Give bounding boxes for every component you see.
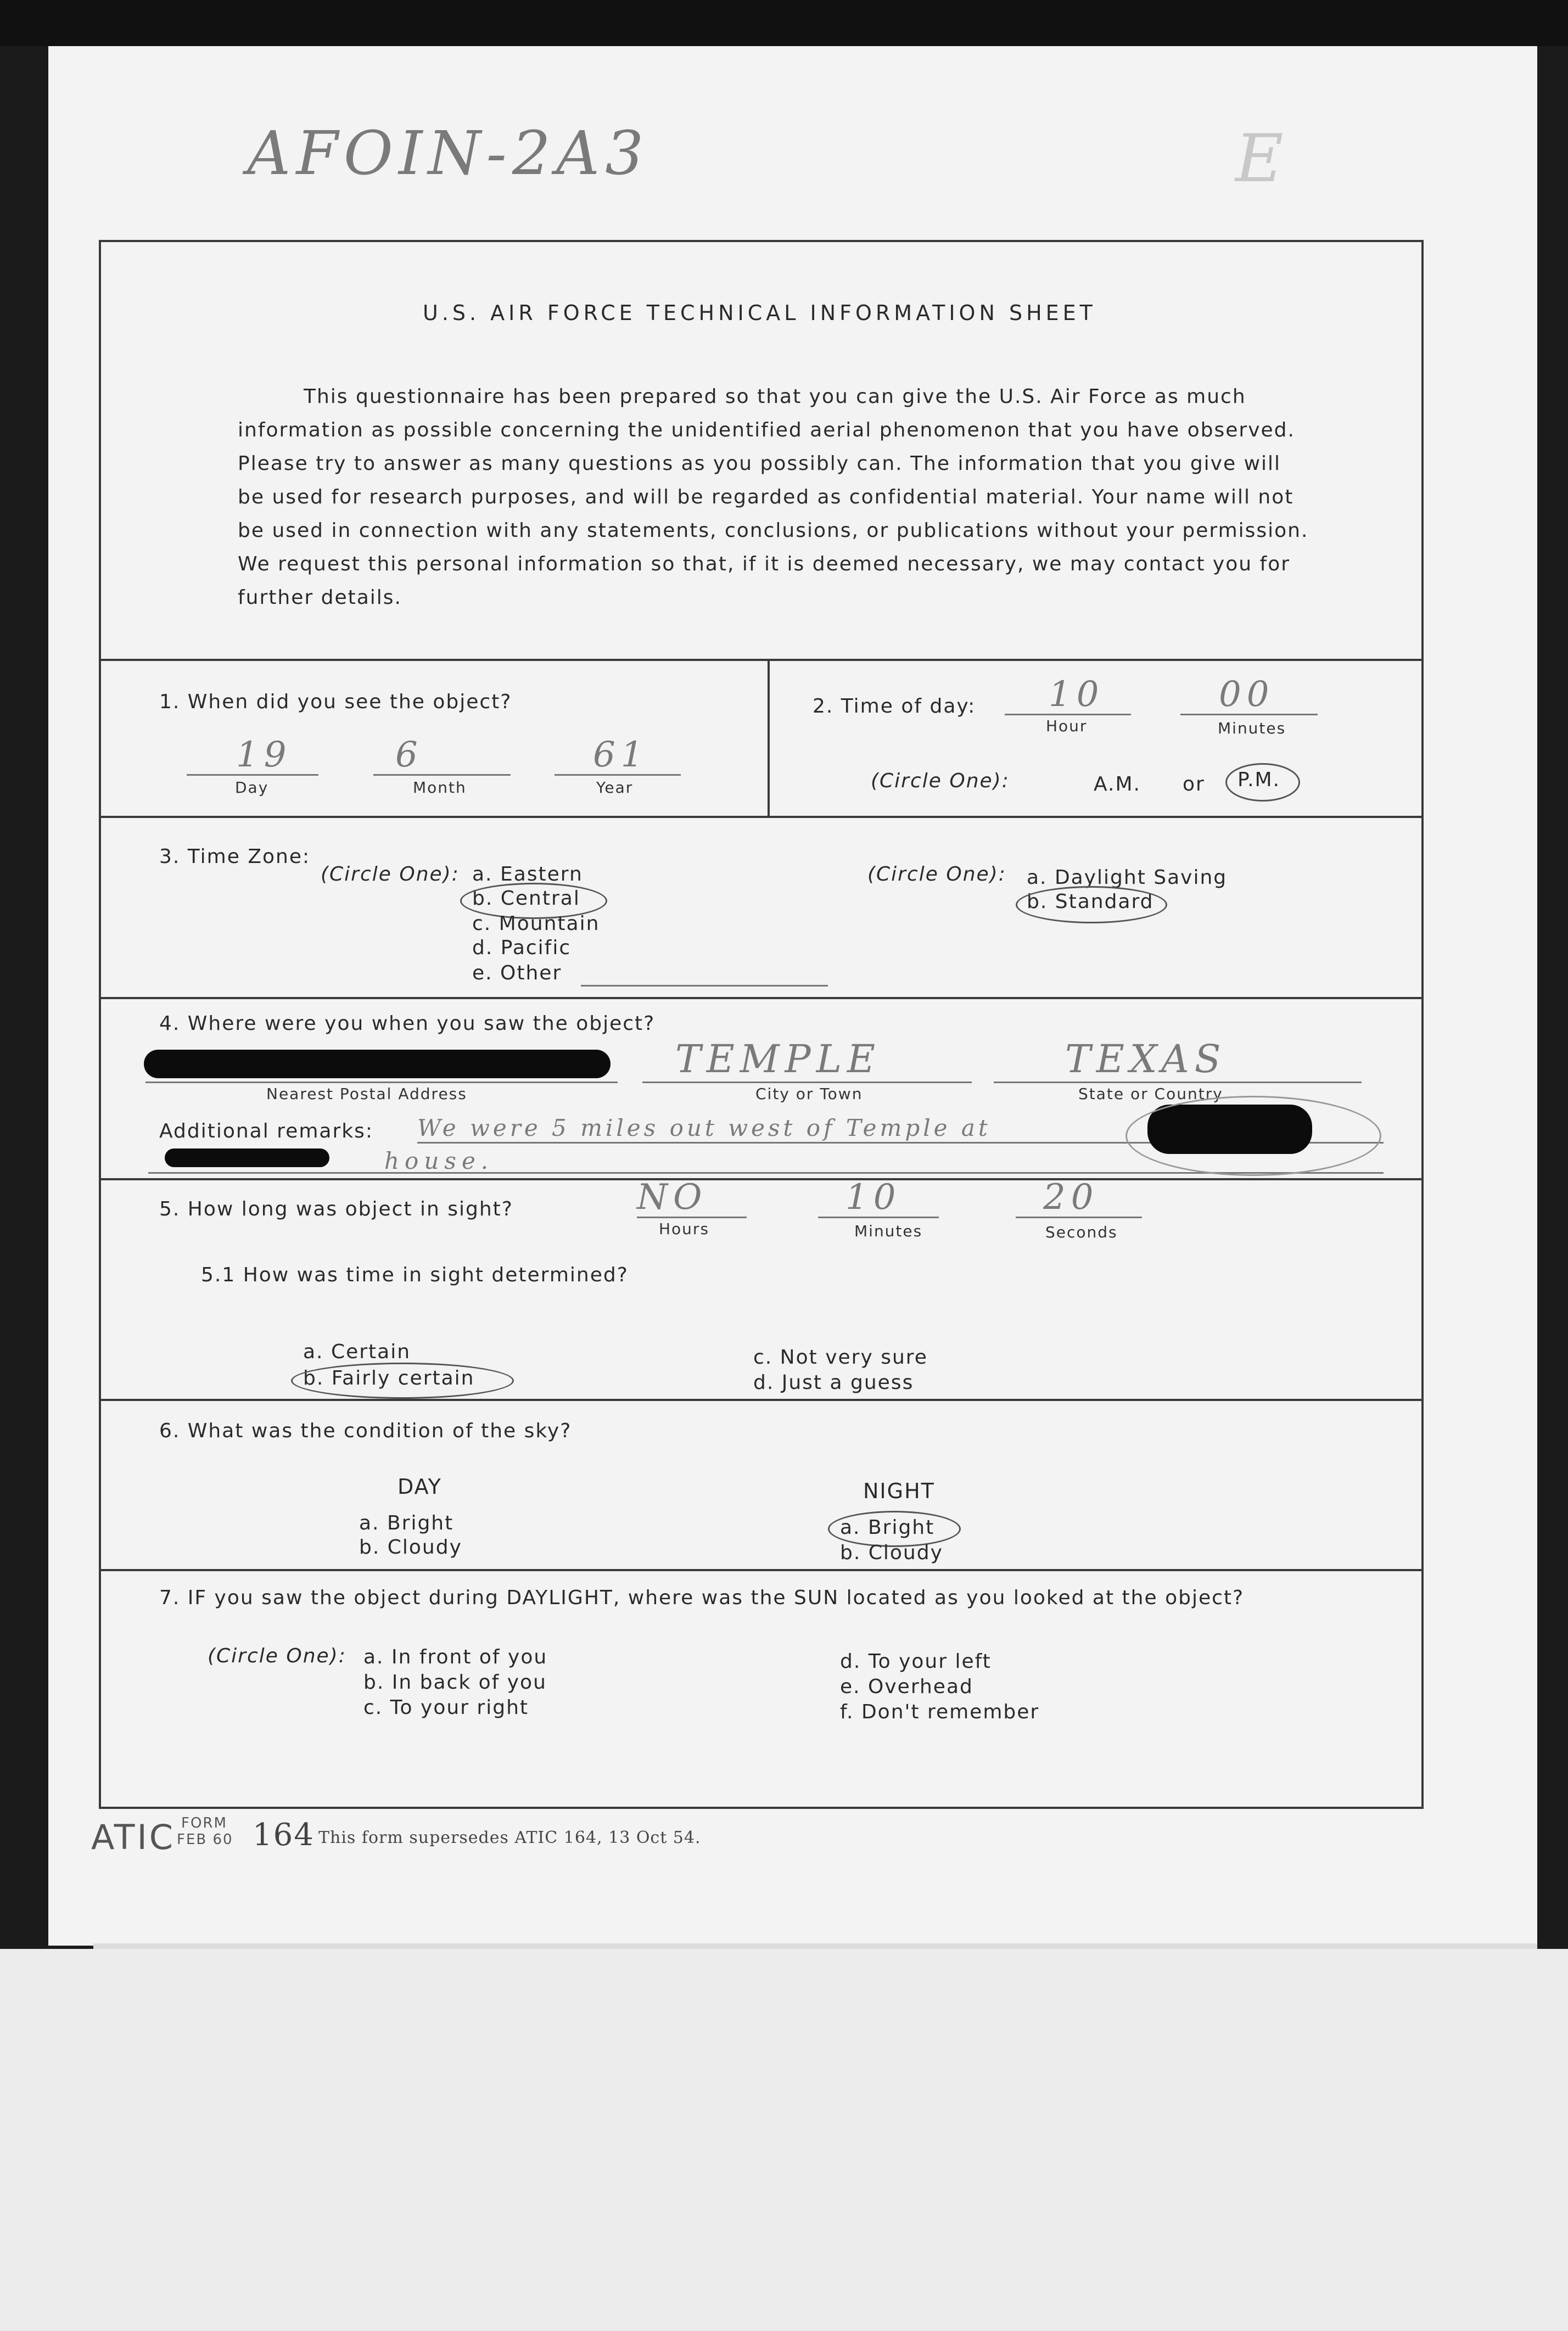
- header-annotation-right: E: [1235, 121, 1289, 197]
- q6-night-bright: a. Bright: [840, 1516, 935, 1539]
- intro-line-6: We request this personal information so that, if it is deemed necessary, we may contact you for: [238, 553, 1291, 575]
- header-annotation: AFOIN-2A3: [247, 118, 649, 188]
- q51-option-fairly-certain: b. Fairly certain: [303, 1367, 475, 1389]
- q3-option-eastern: a. Eastern: [472, 863, 583, 886]
- q2-pm: P.M.: [1237, 769, 1281, 791]
- q4-remarks-line-b: [148, 1172, 1384, 1174]
- q2-minutes-label: Minutes: [1218, 719, 1286, 737]
- footer-date: FEB 60: [177, 1831, 233, 1848]
- divider-q1-q2: [768, 659, 770, 816]
- intro-line-4: be used for research purposes, and will be regarded as confidential material. Your name will not: [238, 486, 1294, 508]
- q7-circle-one: (Circle One):: [208, 1645, 346, 1667]
- q6-night-cloudy: b. Cloudy: [840, 1542, 943, 1564]
- q2-minutes-value: 00: [1219, 674, 1275, 715]
- q1-month-label: Month: [413, 778, 467, 797]
- q2-label: 2. Time of day:: [813, 695, 976, 718]
- q4-state-value: TEXAS: [1065, 1036, 1227, 1082]
- footer-supersedes: This form supersedes ATIC 164, 13 Oct 54.: [318, 1828, 701, 1847]
- q5-hours-value: NO: [637, 1177, 708, 1218]
- q6-day-cloudy: b. Cloudy: [359, 1536, 462, 1559]
- q1-year-line: [555, 774, 681, 776]
- q1-year-label: Year: [596, 778, 634, 797]
- q5-label: 5. How long was object in sight?: [159, 1198, 513, 1220]
- q6-day-bright: a. Bright: [359, 1512, 454, 1534]
- q5-seconds-value: 20: [1043, 1177, 1099, 1218]
- divider-intro: [99, 659, 1421, 661]
- intro-line-2: information as possible concerning the unidentified aerial phenomenon that you have observed.: [238, 419, 1295, 441]
- q5-minutes-value: 10: [845, 1177, 901, 1218]
- q1-day-label: Day: [235, 778, 269, 797]
- q4-city-line: [642, 1082, 972, 1083]
- q4-remarks-line-1: We were 5 miles out west of Temple at: [417, 1114, 991, 1141]
- redaction-remarks-circle: [1125, 1096, 1381, 1176]
- divider-q5: [99, 1178, 1421, 1180]
- q5-hours-line: [637, 1217, 747, 1218]
- q2-hour-line: [1005, 714, 1131, 715]
- divider-q3: [99, 816, 1421, 818]
- q1-year-value: 61: [593, 735, 649, 775]
- divider-q7: [99, 1569, 1421, 1571]
- q3-option-pacific: d. Pacific: [472, 937, 572, 959]
- q3-option-mountain: c. Mountain: [472, 912, 600, 935]
- q6-night-heading: NIGHT: [863, 1479, 935, 1503]
- intro-line-7: further details.: [238, 586, 402, 609]
- q3-standard-circle: [1016, 886, 1167, 923]
- q1-day-value: 19: [236, 735, 292, 775]
- q6-day-heading: DAY: [397, 1475, 442, 1499]
- q7-label: 7. IF you saw the object during DAYLIGHT, where was the SUN located as you looked at the object?: [159, 1587, 1245, 1609]
- q51-option-certain: a. Certain: [303, 1341, 411, 1363]
- footer-atic: ATIC: [91, 1817, 176, 1857]
- q51-fairly-certain-circle: [291, 1363, 514, 1399]
- intro-line-3: Please try to answer as many questions as you possibly can. The information that you give will: [238, 452, 1281, 475]
- q1-label: 1. When did you see the object?: [159, 691, 512, 713]
- q3-label: 3. Time Zone:: [159, 845, 311, 868]
- q4-state-line: [994, 1082, 1362, 1083]
- film-top-edge: [0, 0, 1568, 46]
- q1-month-value: 6: [395, 735, 423, 775]
- q5-seconds-label: Seconds: [1045, 1223, 1118, 1241]
- q3-dst-circle-one: (Circle One):: [867, 863, 1006, 886]
- q4-remarks-label: Additional remarks:: [159, 1120, 373, 1142]
- q7-option-back: b. In back of you: [363, 1671, 547, 1694]
- q7-option-left: d. To your left: [840, 1650, 992, 1673]
- q2-am: A.M.: [1094, 773, 1141, 795]
- q3-option-daylight-saving: a. Daylight Saving: [1027, 866, 1228, 889]
- q2-minutes-line: [1180, 714, 1318, 715]
- q3-circle-one: (Circle One):: [321, 863, 460, 886]
- footer-form-word: FORM: [181, 1815, 227, 1831]
- q6-label: 6. What was the condition of the sky?: [159, 1420, 572, 1442]
- q3-option-central: b. Central: [472, 887, 580, 910]
- q51-option-just-a-guess: d. Just a guess: [753, 1371, 914, 1394]
- q5-minutes-label: Minutes: [854, 1222, 923, 1240]
- q2-or: or: [1183, 773, 1205, 795]
- q4-address-line: [145, 1082, 618, 1083]
- q4-city-value: TEMPLE: [675, 1036, 881, 1082]
- film-lower-area: [0, 1949, 1568, 2331]
- q4-remarks-line-2: house.: [384, 1147, 494, 1174]
- q7-option-overhead: e. Overhead: [840, 1676, 973, 1698]
- q5-hours-label: Hours: [659, 1220, 710, 1238]
- q1-month-line: [373, 774, 511, 776]
- q2-hour-value: 10: [1049, 674, 1105, 715]
- intro-line-5: be used in connection with any statements, conclusions, or publications without your permission.: [238, 519, 1309, 542]
- q2-pm-circle: [1225, 763, 1300, 802]
- q4-city-label: City or Town: [755, 1085, 863, 1103]
- q4-address-label: Nearest Postal Address: [266, 1085, 467, 1103]
- q3-option-standard: b. Standard: [1027, 890, 1154, 913]
- footer-form-number: 164: [253, 1817, 315, 1853]
- divider-q6: [99, 1399, 1421, 1401]
- q51-label: 5.1 How was time in sight determined?: [201, 1264, 629, 1286]
- q2-hour-label: Hour: [1046, 717, 1088, 735]
- q5-seconds-line: [1016, 1217, 1142, 1218]
- q3-other-line: [581, 985, 828, 987]
- q7-option-front: a. In front of you: [363, 1646, 548, 1668]
- q3-option-other: e. Other: [472, 962, 562, 984]
- form-title: U.S. AIR FORCE TECHNICAL INFORMATION SHEET: [423, 301, 1096, 325]
- q51-option-not-very-sure: c. Not very sure: [753, 1346, 928, 1369]
- q2-circle-one: (Circle One):: [871, 770, 1010, 792]
- redaction-address: [144, 1050, 611, 1078]
- q4-label: 4. Where were you when you saw the object?: [159, 1012, 656, 1035]
- redaction-remarks-2: [165, 1148, 329, 1167]
- q4-state-label: State or Country: [1078, 1085, 1223, 1103]
- q1-day-line: [187, 774, 318, 776]
- divider-q4: [99, 997, 1421, 999]
- q7-option-right: c. To your right: [363, 1696, 529, 1719]
- q5-minutes-line: [818, 1217, 939, 1218]
- q7-option-dont-remember: f. Don't remember: [840, 1701, 1040, 1723]
- intro-line-1: This questionnaire has been prepared so that you can give the U.S. Air Force as much: [304, 385, 1246, 408]
